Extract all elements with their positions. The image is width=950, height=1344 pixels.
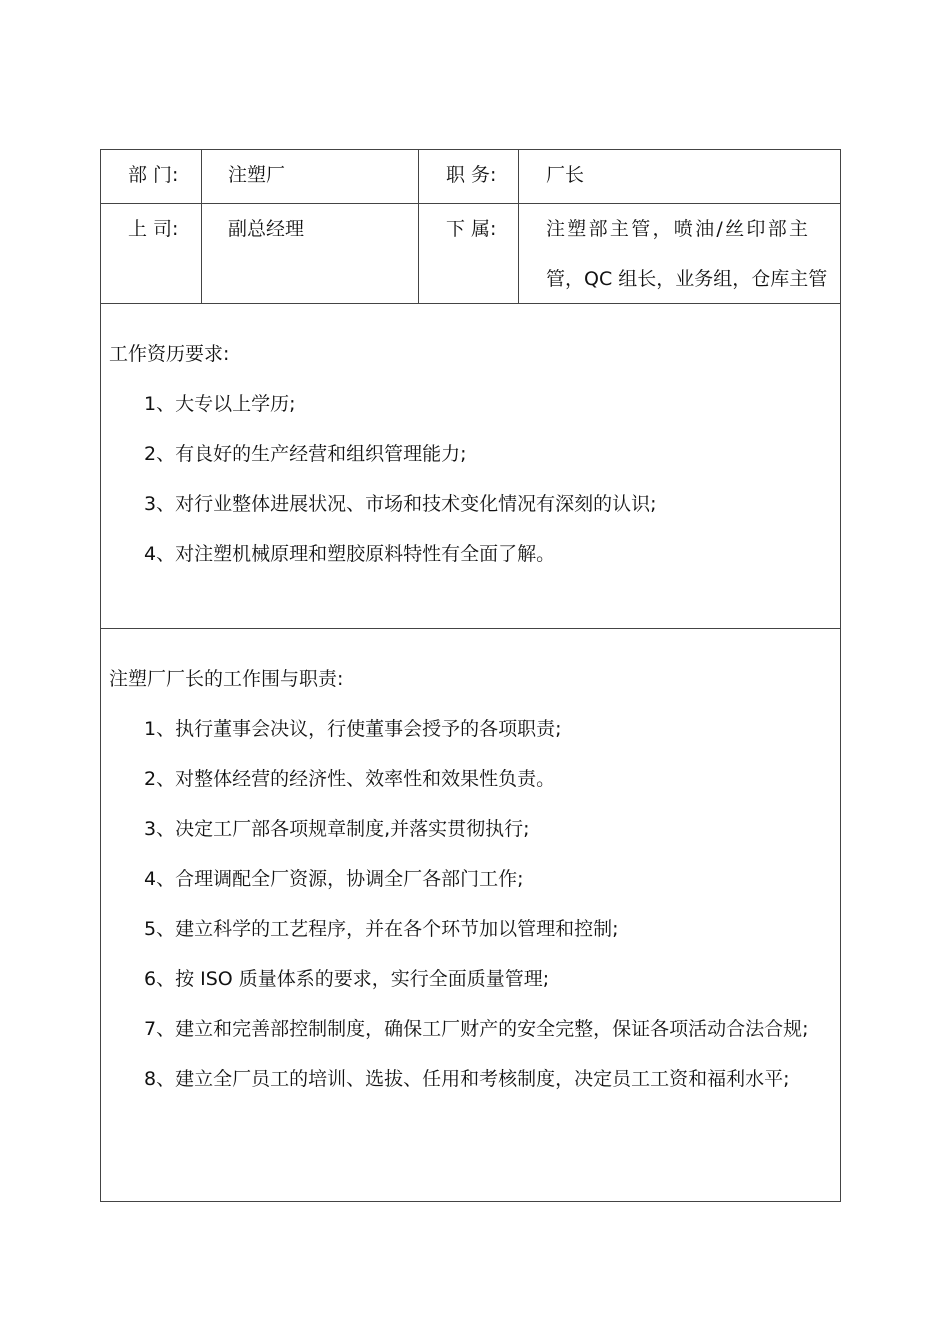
duty-item: 6、按 ISO 质量体系的要求，实行全面质量管理; <box>144 968 550 990</box>
subordinates-line-1: 注塑部主管，喷油/丝印部主 <box>546 218 811 240</box>
dept-label: 部 门: <box>128 164 179 186</box>
qualification-item: 1、大专以上学历; <box>144 393 296 415</box>
qualification-item: 2、有良好的生产经营和组织管理能力; <box>144 443 467 465</box>
subordinates-line-2: 管，QC 组长，业务组，仓库主管 <box>546 268 828 290</box>
duty-item: 1、执行董事会决议，行使董事会授予的各项职责; <box>144 718 562 740</box>
job-description-form <box>100 149 841 1202</box>
duty-item: 7、建立和完善部控制制度，确保工厂财产的安全完整，保证各项活动合法合规; <box>144 1018 809 1040</box>
row-divider <box>100 303 841 304</box>
col-divider <box>418 149 419 304</box>
duty-item: 4、合理调配全厂资源，协调全厂各部门工作; <box>144 868 524 890</box>
qualifications-title: 工作资历要求: <box>109 343 230 365</box>
duty-item: 5、建立科学的工艺程序，并在各个环节加以管理和控制; <box>144 918 619 940</box>
row-divider <box>100 628 841 629</box>
superior-label: 上 司: <box>128 218 179 240</box>
superior-value: 副总经理 <box>228 218 305 240</box>
duty-item: 8、建立全厂员工的培训、选拔、任用和考核制度，决定员工工资和福利水平; <box>144 1068 790 1090</box>
duty-item: 2、对整体经营的经济性、效率性和效果性负责。 <box>144 768 556 790</box>
row-divider <box>100 203 841 204</box>
qualification-item: 3、对行业整体进展状况、市场和技术变化情况有深刻的认识; <box>144 493 657 515</box>
position-label: 职 务: <box>446 164 497 186</box>
dept-value: 注塑厂 <box>228 164 286 186</box>
duties-title: 注塑厂厂长的工作围与职责: <box>109 668 344 690</box>
subordinates-label: 下 属: <box>446 218 497 240</box>
position-value: 厂长 <box>546 164 585 186</box>
duty-item: 3、决定工厂部各项规章制度,并落实贯彻执行; <box>144 818 530 840</box>
col-divider <box>518 149 519 304</box>
col-divider <box>201 149 202 304</box>
qualification-item: 4、对注塑机械原理和塑胶原料特性有全面了解。 <box>144 543 556 565</box>
